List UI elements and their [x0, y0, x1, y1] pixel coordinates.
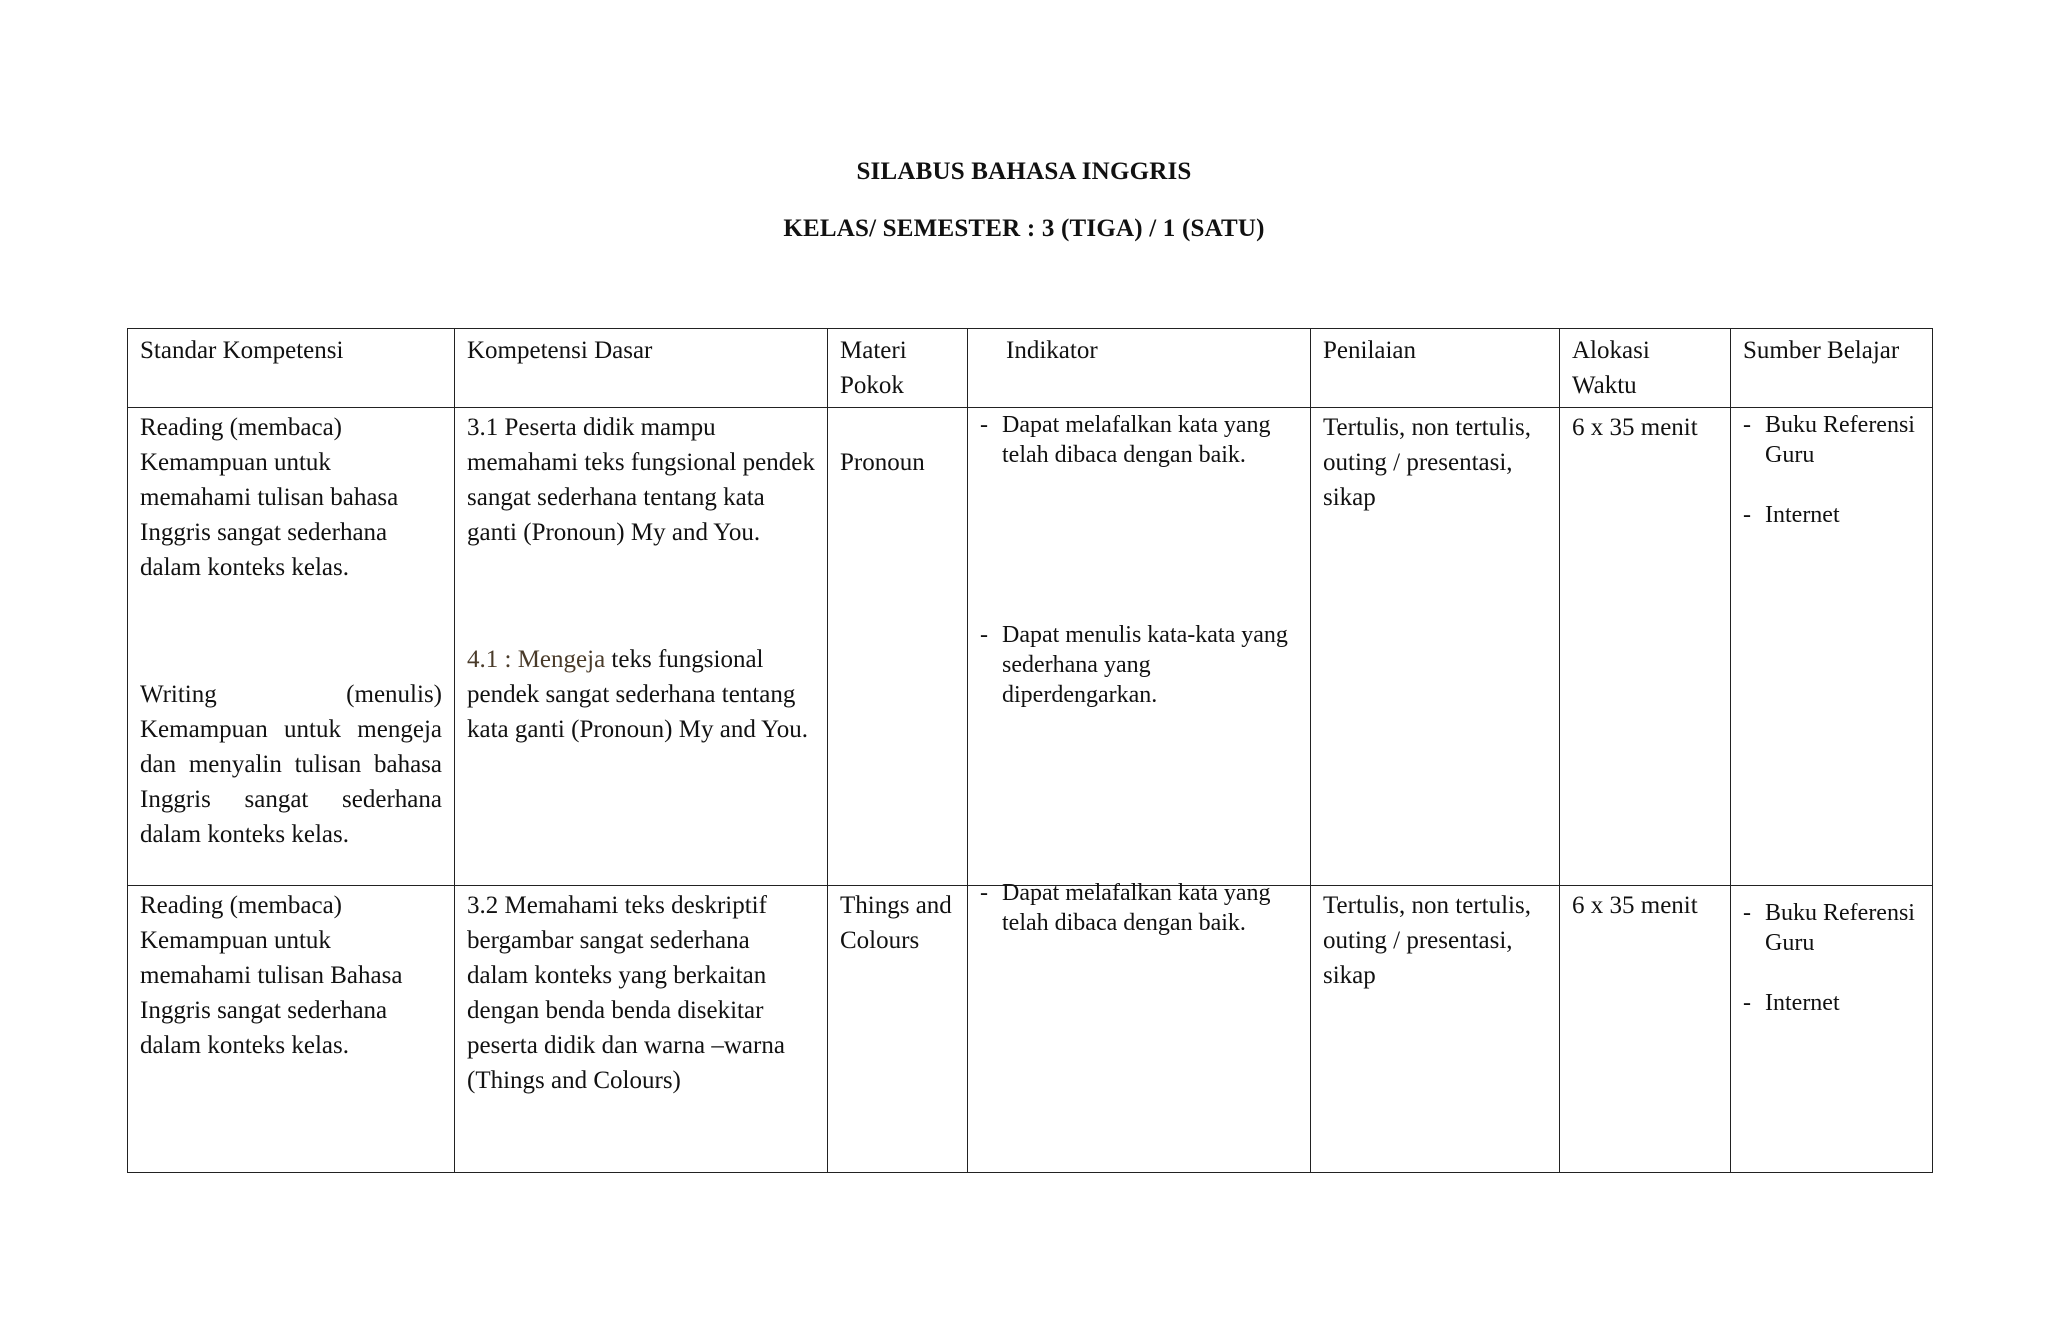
cell-alokasi-waktu: [1560, 408, 1731, 886]
cell-sumber-belajar: [1731, 886, 1933, 1173]
header-sumber-belajar: Sumber Belajar: [1731, 329, 1933, 408]
kd-4-1-text: teks fungsional pendek sangat sederhana tentang kata ganti (Pronoun) My and You.: [467, 646, 808, 743]
document-subtitle: KELAS/ SEMESTER : 3 (TIGA) / 1 (SATU): [783, 215, 1265, 242]
sk-reading-text: Reading (membaca) Kemampuan untuk memahami tulisan bahasa Inggris sangat sederhana dalam konteks kelas.: [140, 414, 399, 581]
indikator-text: Dapat menulis kata-kata yang sederhana yang diperdengarkan.: [1002, 622, 1288, 708]
header-alokasi-waktu: Alokasi Waktu: [1560, 329, 1731, 408]
sumber-item: [1743, 898, 1920, 958]
cell-sumber-belajar: [1731, 408, 1933, 886]
kd-3-1-text: 3.1 Peserta didik mampu memahami teks fungsional pendek sangat sederhana tentang kata ganti (Pronoun) My and You.: [467, 414, 815, 546]
dash-bullet: -: [980, 412, 988, 438]
sumber-text: Buku Referensi Guru: [1765, 412, 1915, 468]
table-row: [128, 408, 1933, 886]
materi-pronoun: Pronoun: [840, 449, 925, 476]
dash-bullet: -: [1743, 412, 1751, 438]
table-header-row: [128, 329, 1933, 408]
indikator-item: [980, 410, 1298, 470]
materi-things-colours: Things and Colours: [840, 892, 952, 954]
sumber-item: [1743, 410, 1920, 470]
header-indikator: Indikator: [968, 329, 1311, 408]
cell-standar-kompetensi: [128, 886, 455, 1173]
cell-kompetensi-dasar: [455, 886, 828, 1173]
kd-3-2-text: 3.2 Memahami teks deskriptif bergambar sangat sederhana dalam konteks yang berkaitan dengan benda benda disekitar peserta didik dan warna –warna (Things and Colours): [467, 892, 785, 1094]
sumber-text: Internet: [1765, 502, 1840, 528]
sumber-text: Buku Referensi Guru: [1765, 900, 1915, 956]
dash-bullet: -: [1743, 990, 1751, 1016]
cell-penilaian: [1311, 886, 1560, 1173]
dash-bullet: -: [1743, 502, 1751, 528]
indikator-item: [980, 878, 1298, 938]
cell-alokasi-waktu: [1560, 886, 1731, 1173]
sumber-text: Internet: [1765, 990, 1840, 1016]
dash-bullet: -: [1743, 900, 1751, 926]
cell-indikator: [968, 880, 1311, 1173]
header-standar-kompetensi: Standar Kompetensi: [128, 329, 455, 408]
document-title: SILABUS BAHASA INGGRIS: [856, 158, 1192, 185]
kd-4-1-number: 4.1 : Mengeja: [467, 646, 606, 673]
indikator-item: [980, 620, 1298, 710]
syllabus-table: [127, 328, 1933, 1173]
penilaian-text: Tertulis, non tertulis, outing / presentasi, sikap: [1323, 892, 1531, 989]
sk-reading-text: Reading (membaca) Kemampuan untuk memahami tulisan Bahasa Inggris sangat sederhana dalam konteks kelas.: [140, 892, 403, 1059]
cell-indikator: [968, 408, 1311, 886]
cell-standar-kompetensi: [128, 408, 455, 886]
indikator-text: Dapat melafalkan kata yang telah dibaca dengan baik.: [1002, 880, 1271, 936]
header-penilaian: Penilaian: [1311, 329, 1560, 408]
sk-writing-text: Writing (menulis) Kemampuan untuk mengeja dan menyalin tulisan bahasa Inggris sangat sederhana dalam konteks kelas.: [140, 681, 442, 848]
header-materi-pokok: Materi Pokok: [828, 329, 968, 408]
dash-bullet: -: [980, 622, 988, 648]
cell-materi-pokok: [828, 886, 968, 1173]
cell-materi-pokok: [828, 408, 968, 886]
sumber-item: [1743, 988, 1920, 1018]
table-row: [128, 886, 1933, 1173]
cell-penilaian: [1311, 408, 1560, 886]
header-kompetensi-dasar: Kompetensi Dasar: [455, 329, 828, 408]
alokasi-text: 6 x 35 menit: [1572, 892, 1698, 919]
alokasi-text: 6 x 35 menit: [1572, 414, 1698, 441]
cell-kompetensi-dasar: [455, 408, 828, 886]
penilaian-text: Tertulis, non tertulis, outing / presentasi, sikap: [1323, 414, 1531, 511]
indikator-text: Dapat melafalkan kata yang telah dibaca dengan baik.: [1002, 412, 1271, 468]
dash-bullet: -: [980, 880, 988, 906]
sumber-item: [1743, 500, 1920, 530]
